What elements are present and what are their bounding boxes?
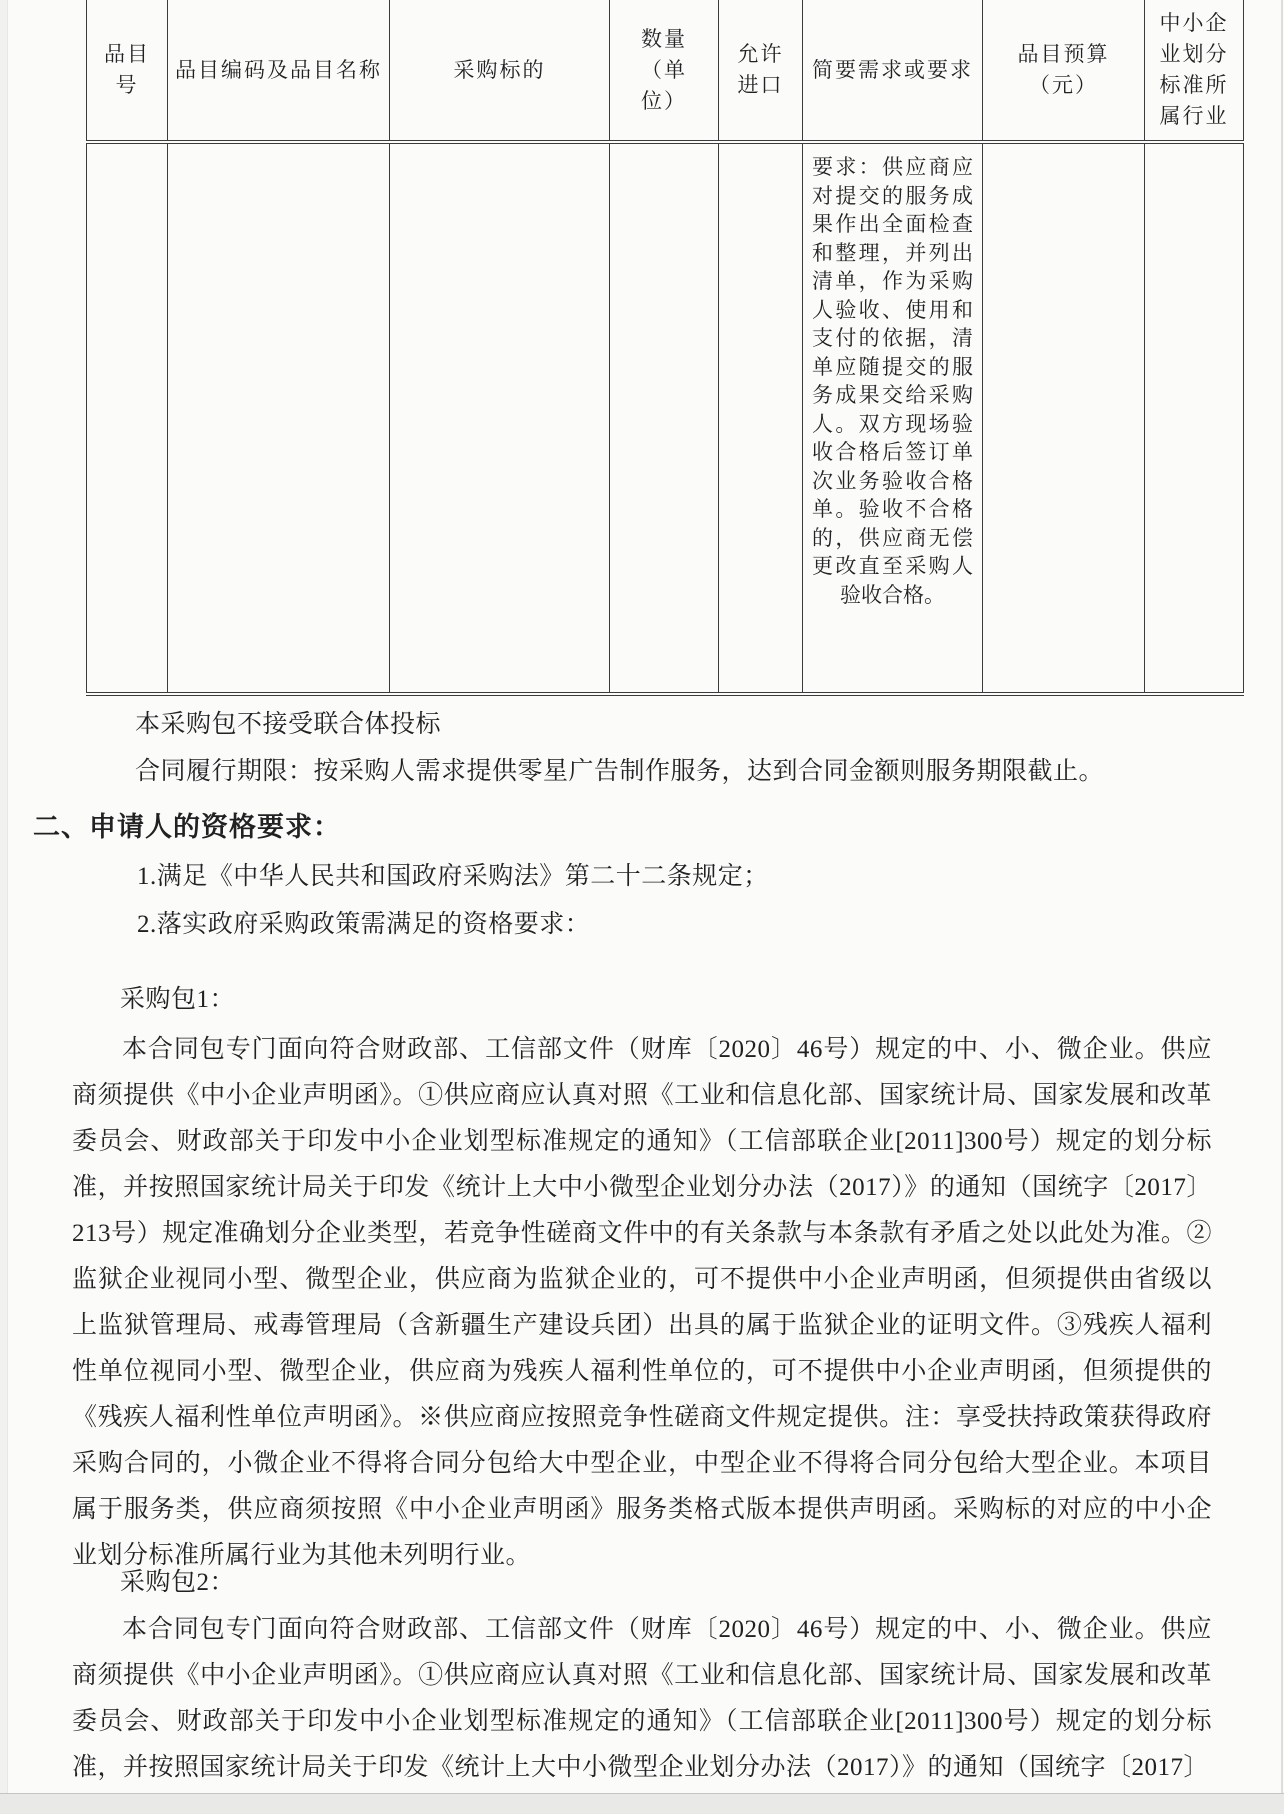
cell-item-code-name xyxy=(167,144,389,692)
qualification-item-1: 1.满足《中华人民共和国政府采购法》第二十二条规定； xyxy=(137,863,769,890)
header-quantity-unit-label: 数量（单位） xyxy=(641,26,687,113)
package1-label: 采购包1： xyxy=(120,986,236,1013)
header-brief-requirements-label: 简要需求或要求 xyxy=(812,57,973,82)
header-brief-requirements xyxy=(802,0,982,140)
header-quantity-unit xyxy=(609,0,718,140)
qualification-item-2: 2.落实政府采购政策需满足的资格要求： xyxy=(137,911,591,938)
cell-item-no xyxy=(86,144,167,692)
note-contract-period: 合同履行期限：按采购人需求提供零星广告制作服务，达到合同金额则服务期限截止。 xyxy=(135,758,1105,785)
page-left-edge xyxy=(0,0,8,1813)
note-no-consortium: 本采购包不接受联合体投标 xyxy=(135,711,442,738)
header-item-budget-label: 品目预算（元） xyxy=(1017,42,1110,97)
header-item-no xyxy=(86,0,167,140)
package2-paragraph: 本合同包专门面向符合财政部、工信部文件（财库〔2020〕46号）规定的中、小、微企业。供应商须提供《中小企业声明函》。①供应商应认真对照《工业和信息化部、国家统计局、国家发展和改革委员会、财政部关于印发中小企业划型标准规定的通知》（工信部联企业[2011]300号）规定的划分标准，并按照国家统计局关于印发《统计上大中小微型企业划分办法（2017）》的通知（国统字〔2017〕 xyxy=(72,1616,1212,1781)
header-item-code-name-label: 品目编码及品目名称 xyxy=(175,57,382,82)
cell-brief-requirements xyxy=(802,144,982,692)
header-item-budget xyxy=(982,0,1144,140)
table-header-row xyxy=(86,0,1244,144)
section-heading-qualification: 二、申请人的资格要求： xyxy=(33,812,341,842)
cell-sme-industry xyxy=(1144,144,1244,692)
package2-label: 采购包2： xyxy=(120,1569,236,1596)
cell-import-allowed xyxy=(718,144,802,692)
header-procurement-subject xyxy=(389,0,609,140)
header-import-allowed-label: 允许进口 xyxy=(737,42,784,97)
page-bottom-edge xyxy=(0,1793,1284,1814)
cell-quantity-unit xyxy=(609,144,718,692)
cell-item-budget xyxy=(982,144,1144,692)
header-sme-industry-label: 中小企业划分标准所属行业 xyxy=(1159,11,1229,128)
package1-paragraph: 本合同包专门面向符合财政部、工信部文件（财库〔2020〕46号）规定的中、小、微企业。供应商须提供《中小企业声明函》。①供应商应认真对照《工业和信息化部、国家统计局、国家发展和改革委员会、财政部关于印发中小企业划型标准规定的通知》（工信部联企业[2011]300号）规定的划分标准，并按照国家统计局关于印发《统计上大中小微型企业划分办法（2017）》的通知（国统字〔2017〕213号）规定准确划分企业类型，若竞争性磋商文件中的有关条款与本条款有矛盾之处以此处为准。②监狱企业视同小型、微型企业，供应商为监狱企业的，可不提供中小企业声明函，但须提供由省级以上监狱管理局、戒毒管理局（含新疆生产建设兵团）出具的属于监狱企业的证明文件。③残疾人福利性单位视同小型、微型企业，供应商为残疾人福利性单位的，可不提供中小企业声明函，但须提供的《残疾人福利性单位声明函》。※供应商应按照竞争性磋商文件规定提供。注：享受扶持政策获得政府采购合同的，小微企业不得将合同分包给大中型企业，中型企业不得将合同分包给大型企业。本项目属于服务类，供应商须按照《中小企业声明函》服务类格式版本提供声明函。采购标的对应的中小企业划分标准所属行业为其他未列明行业。 xyxy=(72,1036,1212,1569)
table-body-row xyxy=(86,144,1244,696)
requirement-text: 要求：供应商应对提交的服务成果作出全面检查和整理，并列出清单，作为采购人验收、使用和支付的依据，清单应随提交的服务成果交给采购人。双方现场验收合格后签订单次业务验收合格单。验收不合格的，供应商无偿更改直至采购人验收合格。 xyxy=(812,155,973,607)
header-sme-industry xyxy=(1144,0,1244,140)
header-item-code-name xyxy=(167,0,389,140)
items-table xyxy=(86,0,1244,696)
header-procurement-subject-label: 采购标的 xyxy=(453,57,546,82)
cell-procurement-subject xyxy=(389,144,609,692)
page-right-edge xyxy=(1281,0,1283,1813)
header-item-no-label: 品目号 xyxy=(104,42,150,97)
header-import-allowed xyxy=(718,0,802,140)
